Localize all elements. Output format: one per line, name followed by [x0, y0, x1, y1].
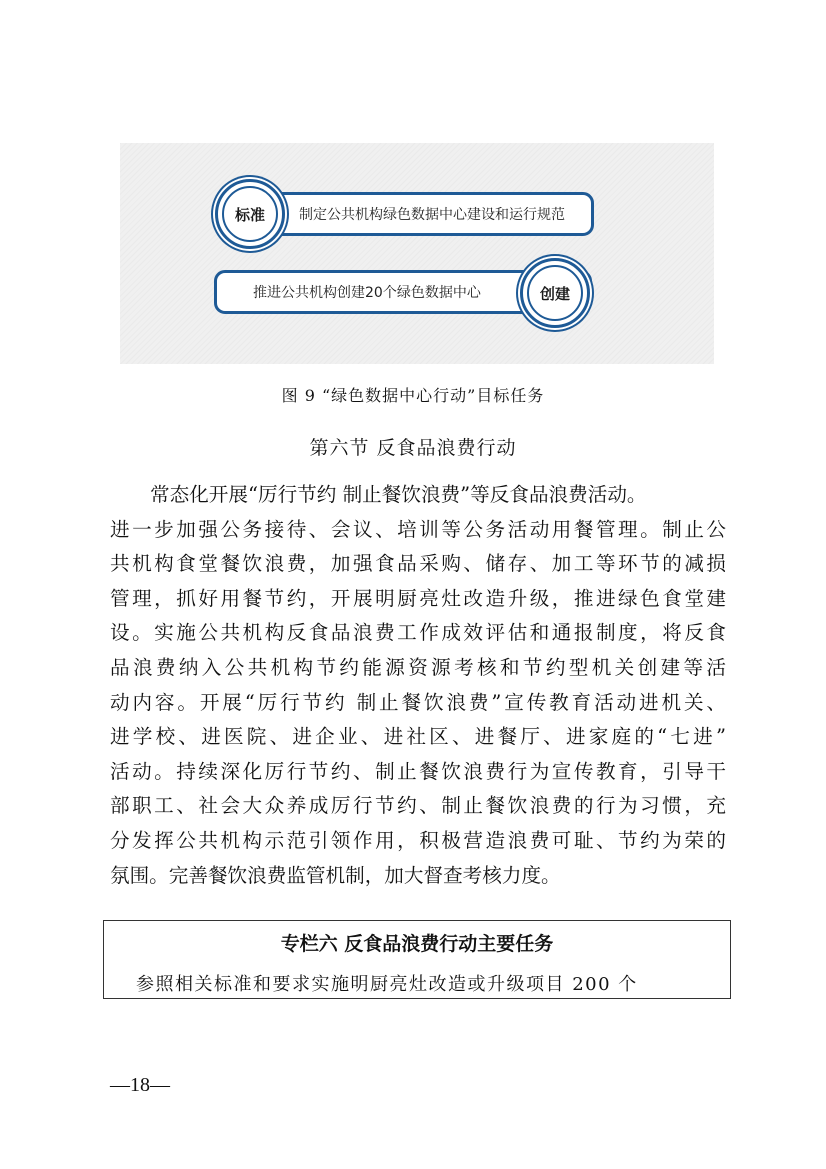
paragraph-line: 分发挥公共机构示范引领作用，积极营造浪费可耻、节约为荣的	[110, 828, 726, 852]
paragraph-line: 进学校、进医院、进企业、进社区、进餐厅、进家庭的“七进”	[110, 725, 726, 749]
section-paragraph	[110, 478, 726, 893]
paragraph-line: 活动。持续深化厉行节约、制止餐饮浪费行为宣传教育，引导干	[110, 759, 726, 783]
paragraph-line: 管理，抓好用餐节约，开展明厨亮灶改造升级，推进绿色食堂建	[110, 586, 726, 610]
paragraph-line: 品浪费纳入公共机构节约能源资源考核和节约型机关创建等活	[110, 655, 726, 679]
figure-graphic	[120, 143, 714, 364]
standard-text: 制定公共机构绿色数据中心建设和运行规范	[299, 207, 565, 223]
paragraph-line: 氛围。完善餐饮浪费监管机制，加大督查考核力度。	[110, 863, 561, 887]
panel-title: 专栏六 反食品浪费行动主要任务	[280, 933, 554, 955]
paragraph-line: 动内容。开展“厉行节约 制止餐饮浪费”宣传教育活动进机关、	[110, 690, 726, 714]
standard-badge-label: 标准	[234, 205, 265, 224]
create-badge-label: 创建	[539, 284, 570, 303]
paragraph-line: 共机构食堂餐饮浪费，加强食品采购、储存、加工等环节的减损	[110, 552, 726, 576]
panel-item: 参照相关标准和要求实施明厨亮灶改造或升级项目 200 个	[136, 974, 638, 995]
paragraph-line: 设。实施公共机构反食品浪费工作成效评估和通报制度，将反食	[110, 621, 726, 645]
section-title: 第六节 反食品浪费行动	[309, 437, 517, 459]
standard-badge	[215, 179, 285, 249]
column-panel	[103, 920, 731, 999]
paragraph-line: 部职工、社会大众养成厉行节约、制止餐饮浪费的行为习惯，充	[110, 794, 726, 818]
figure-caption: 图 9 “绿色数据中心行动”目标任务	[281, 386, 545, 405]
create-badge	[520, 258, 590, 328]
paragraph-line: 常态化开展“厉行节约 制止餐饮浪费”等反食品浪费活动。	[150, 483, 647, 506]
paragraph-line: 进一步加强公务接待、会议、培训等公务活动用餐管理。制止公	[110, 517, 726, 541]
create-text: 推进公共机构创建20个绿色数据中心	[253, 285, 481, 301]
page-number: —18—	[110, 1074, 170, 1096]
